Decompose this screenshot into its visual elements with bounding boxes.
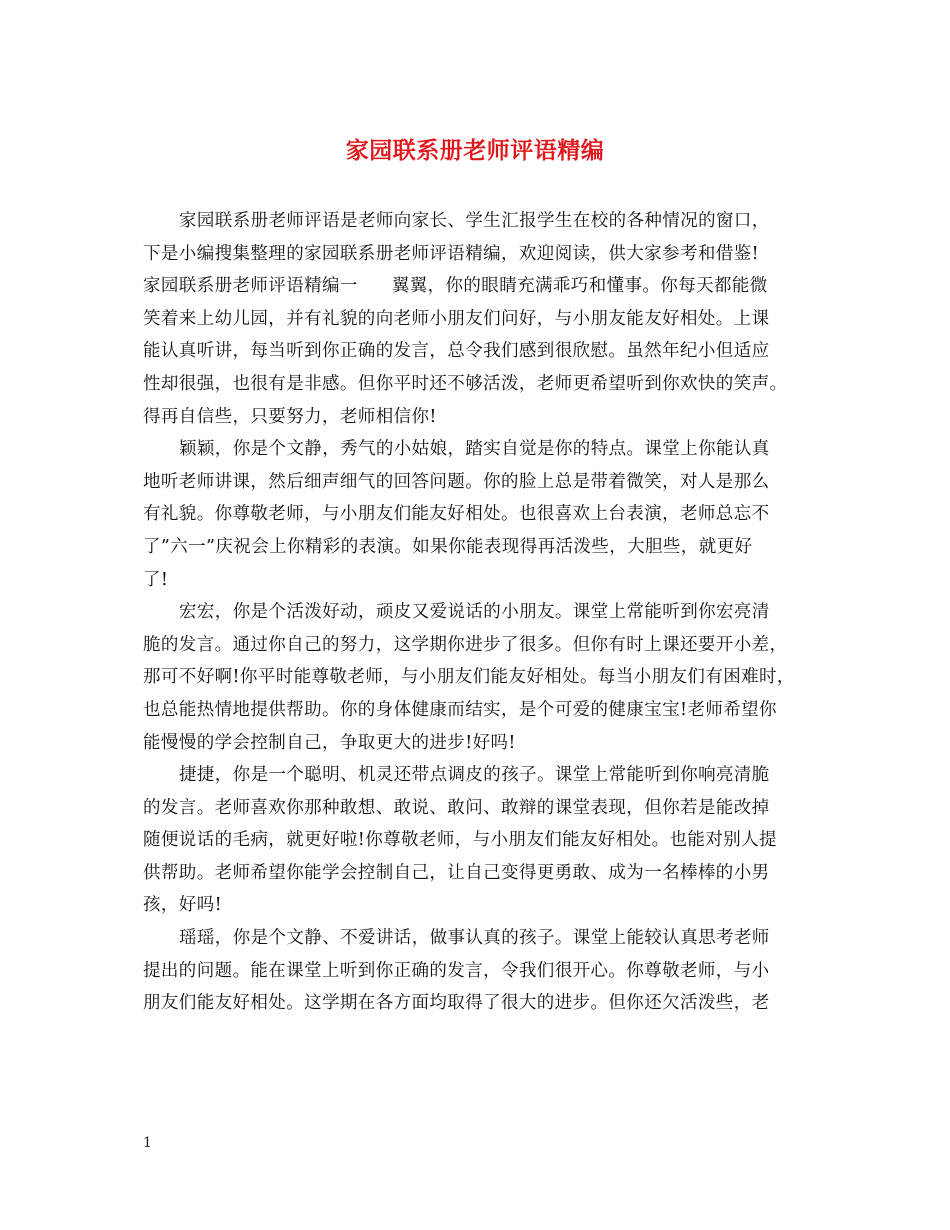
- text-line: 有礼貌。你尊敬老师，与小朋友们能友好相处。也很喜欢上台表演，老师总忘不: [143, 504, 770, 525]
- text-line: 供帮助。老师希望你能学会控制自己，让自己变得更勇敢、成为一名棒棒的小男: [143, 862, 770, 883]
- body-text: [143, 205, 808, 1020]
- text-line: 捷捷，你是一个聪明、机灵还带点调皮的孩子。课堂上常能听到你响亮清脆: [179, 765, 770, 786]
- text-line: 也总能热情地提供帮助。你的身体健康而结实，是个可爱的健康宝宝!老师希望你: [143, 699, 777, 720]
- text-line: 笑着来上幼儿园，并有礼貌的向老师小朋友们问好，与小朋友能友好相处。上课: [143, 308, 770, 329]
- text-line: 家园联系册老师评语是老师向家长、学生汇报学生在校的各种情况的窗口，: [179, 211, 770, 231]
- text-line: 性却很强，也很有是非感。但你平时还不够活泼，老师更希望听到你欢快的笑声。: [143, 373, 788, 394]
- text-line: 得再自信些，只要努力，老师相信你!: [143, 406, 437, 427]
- text-line: [143, 270, 808, 303]
- text-line: 瑶瑶，你是个文静、不爱讲话，做事认真的孩子。课堂上能较认真思考老师: [179, 928, 770, 949]
- text-line: 孩，好吗!: [143, 895, 223, 916]
- text-line: 随便说话的毛病，就更好啦!你尊敬老师，与小朋友们能友好相处。也能对别人提: [143, 830, 777, 851]
- text-line: 了”六一”庆祝会上你精彩的表演。如果你能表现得再活泼些，大胆些，就更好: [143, 536, 753, 557]
- text-line: 了!: [143, 569, 169, 590]
- text-line: 提出的问题。能在课堂上听到你正确的发言，令我们很开心。你尊敬老师，与小: [143, 960, 770, 981]
- text-segment: 翼翼，你的眼睛充满乖巧和懂事。你每天都能微: [391, 276, 768, 297]
- page-number: 1: [143, 1135, 152, 1151]
- text-line: 脆的发言。通过你自己的努力，这学期你进步了很多。但你有时上课还要开小差，: [143, 634, 788, 655]
- text-line: 朋友们能友好相处。这学期在各方面均取得了很大的进步。但你还欠活泼些，老: [143, 993, 770, 1014]
- text-line: 的发言。老师喜欢你那种敢想、敢说、敢问、敢辩的课堂表现，但你若是能改掉: [143, 797, 770, 818]
- section-heading: 家园联系册老师评语精编一: [143, 276, 358, 297]
- text-line: 宏宏，你是个活泼好动，顽皮又爱说话的小朋友。课堂上常能听到你宏亮清: [179, 602, 770, 623]
- text-line: 那可不好啊!你平时能尊敬老师，与小朋友们能友好相处。每当小朋友们有困难时，: [143, 667, 795, 688]
- text-line: 能慢慢的学会控制自己，争取更大的进步!好吗!: [143, 732, 516, 753]
- text-line: 颖颖，你是个文静，秀气的小姑娘，踏实自觉是你的特点。课堂上你能认真: [179, 439, 770, 460]
- page-title: 家园联系册老师评语精编: [345, 137, 605, 164]
- text-line: 能认真听讲，每当听到你正确的发言，总令我们感到很欣慰。虽然年纪小但适应: [143, 341, 770, 362]
- text-line: 地听老师讲课，然后细声细气的回答问题。你的脸上总是带着微笑，对人是那么: [143, 471, 770, 492]
- text-line: 下是小编搜集整理的家园联系册老师评语精编，欢迎阅读，供大家参考和借鉴!: [143, 243, 760, 264]
